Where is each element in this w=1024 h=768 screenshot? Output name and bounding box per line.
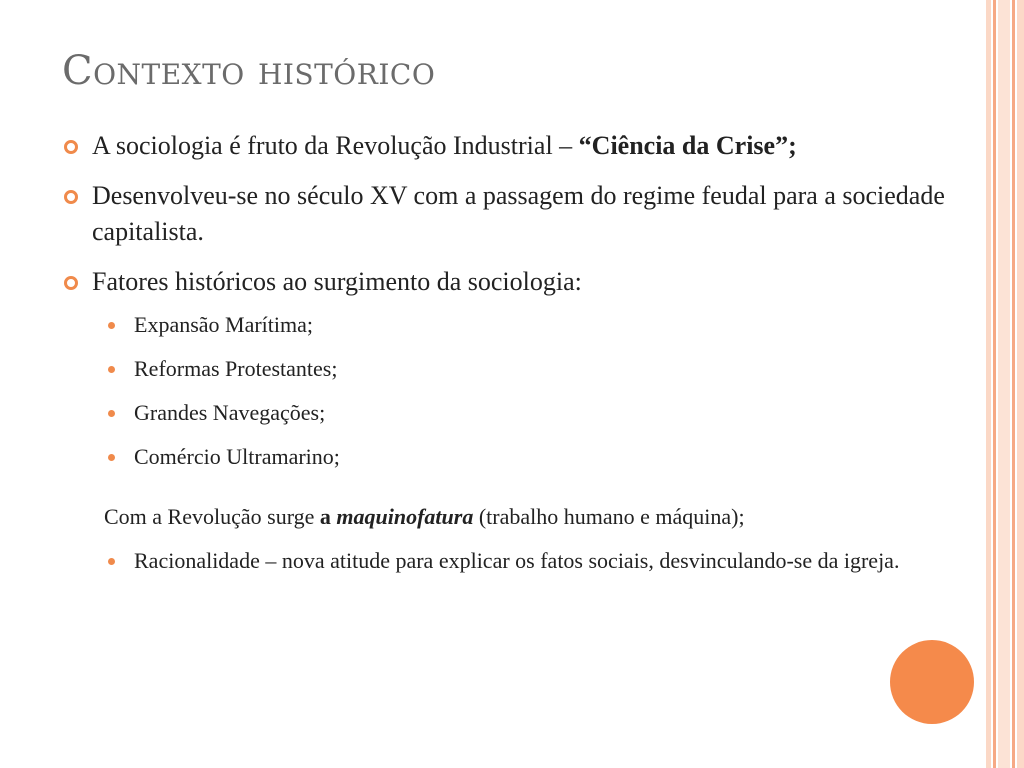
circle-bullet-icon (64, 140, 78, 154)
bullet-bold-text: “Ciência da Crise”; (578, 131, 797, 160)
bullet-text: Fatores históricos ao surgimento da sociologia: (92, 267, 582, 296)
bullet-text: A sociologia é fruto da Revolução Industrial – (92, 131, 579, 160)
decorative-stripes (986, 0, 1024, 768)
stripe (993, 0, 996, 768)
dot-bullet-icon (108, 454, 115, 461)
sub-bullet-item (62, 354, 982, 384)
paragraph-prefix: Com a Revolução surge (104, 504, 320, 529)
sub-bullet-item (62, 398, 982, 428)
sub-bullet-item (62, 310, 982, 340)
paragraph-bold-italic: maquinofatura (336, 504, 474, 529)
slide-content (62, 128, 982, 590)
bullet-item (62, 128, 982, 164)
paragraph (104, 502, 982, 532)
dot-bullet-icon (108, 366, 115, 373)
sub-bullet-text: Reformas Protestantes; (134, 356, 338, 381)
bullet-text: Desenvolveu-se no século XV com a passagem do regime feudal para a sociedade capitalista. (92, 181, 945, 246)
stripe (986, 0, 991, 768)
sub-bullet-item (62, 442, 982, 472)
dot-bullet-icon (108, 558, 115, 565)
slide-title: Contexto histórico (62, 48, 436, 94)
bullet-item (62, 264, 982, 300)
stripe (998, 0, 1010, 768)
dot-bullet-icon (108, 410, 115, 417)
dot-bullet-icon (108, 322, 115, 329)
paragraph-suffix: (trabalho humano e máquina); (473, 504, 745, 529)
stripe (1012, 0, 1015, 768)
sub-bullet-text: Expansão Marítima; (134, 312, 314, 337)
bullet-item (62, 178, 982, 250)
stripe (1017, 0, 1024, 768)
circle-bullet-icon (64, 276, 78, 290)
paragraph-bold: a (319, 504, 331, 529)
sub-bullet-text: Comércio Ultramarino; (134, 444, 340, 469)
sub-bullet-text: Racionalidade – nova atitude para explicar os fatos sociais, desvinculando-se da igreja. (134, 548, 900, 573)
circle-bullet-icon (64, 190, 78, 204)
decorative-orange-circle (890, 640, 974, 724)
sub-bullet-text: Grandes Navegações; (134, 400, 326, 425)
sub-bullet-item (62, 546, 982, 576)
